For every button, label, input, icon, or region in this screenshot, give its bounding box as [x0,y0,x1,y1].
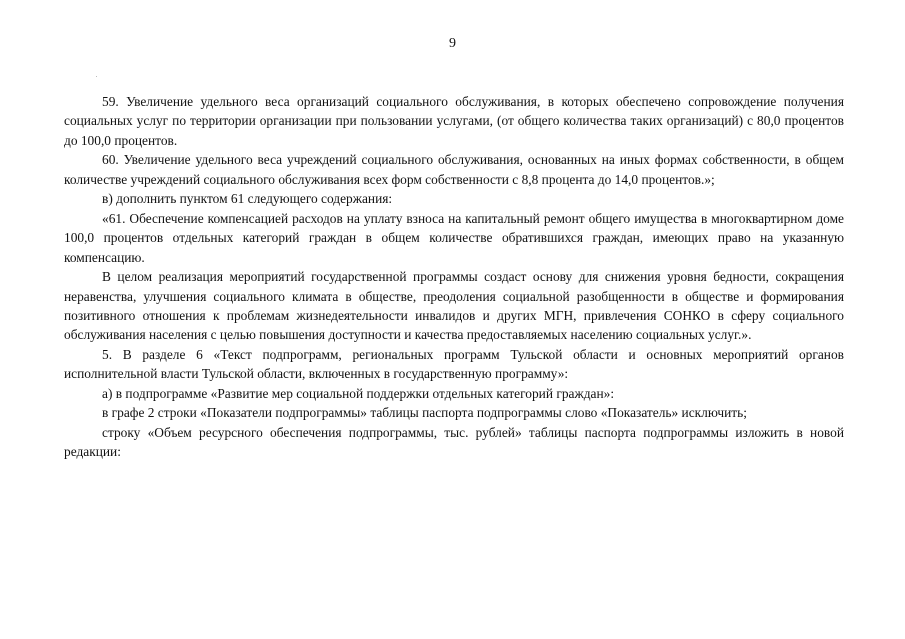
paragraph-59: 59. Увеличение удельного веса организаций социального обслуживания, в которых обеспечено сопровождение получения социальных услуг по территории организации при пользовании услугами, (от общего количества таких организаций) с 80,0 процентов до 100,0 процентов. [64,94,844,148]
paragraph-60: 60. Увеличение удельного веса учреждений социального обслуживания, основанных на иных формах собственности, в общем количестве учреждений социального обслуживания всех форм собственности с 8,8 процента до 14,0 процентов.»; [64,152,844,187]
page-number: 9 [449,36,456,51]
scan-speck [96,76,97,77]
paragraph-61: «61. Обеспечение компенсацией расходов на уплату взноса на капитальный ремонт общего имущества в многоквартирном доме 100,0 процентов отдельных категорий граждан в общем количестве обратившихся граждан, имеющих право на указанную компенсацию. [64,210,844,265]
paragraph-resource-row: строку «Объем ресурсного обеспечения подпрограммы, тыс. рублей» таблицы паспорта подпрограммы изложить в новой редакции: [64,424,844,460]
paragraph-subprogram: а) в подпрограмме «Развитие мер социальной поддержки отдельных категорий граждан»: [102,385,615,401]
paragraph-section-6: 5. В разделе 6 «Текст подпрограмм, региональных программ Тульской области и основных мероприятий органов исполнительной власти Тульской области, включенных в государственную программу»: [64,346,844,382]
document-body [64,92,844,462]
paragraph-add-61: в) дополнить пунктом 61 следующего содержания: [102,191,393,207]
paragraph-column-2: в графе 2 строки «Показатели подпрограммы» таблицы паспорта подпрограммы слово «Показатель» исключить; [102,405,747,421]
paragraph-summary: В целом реализация мероприятий государственной программы создаст основу для снижения уровня бедности, сокращения неравенства, улучшения социального климата в обществе, преодоления социальной разобщенности в обществе и формирования позитивного отношения к проблемам жизнедеятельности инвалидов и других МГН, привлечения СОНКО в сферу социального обслуживания населения с целью повышения доступности и качества предоставляемых населению социальных услуг.». [64,269,844,343]
